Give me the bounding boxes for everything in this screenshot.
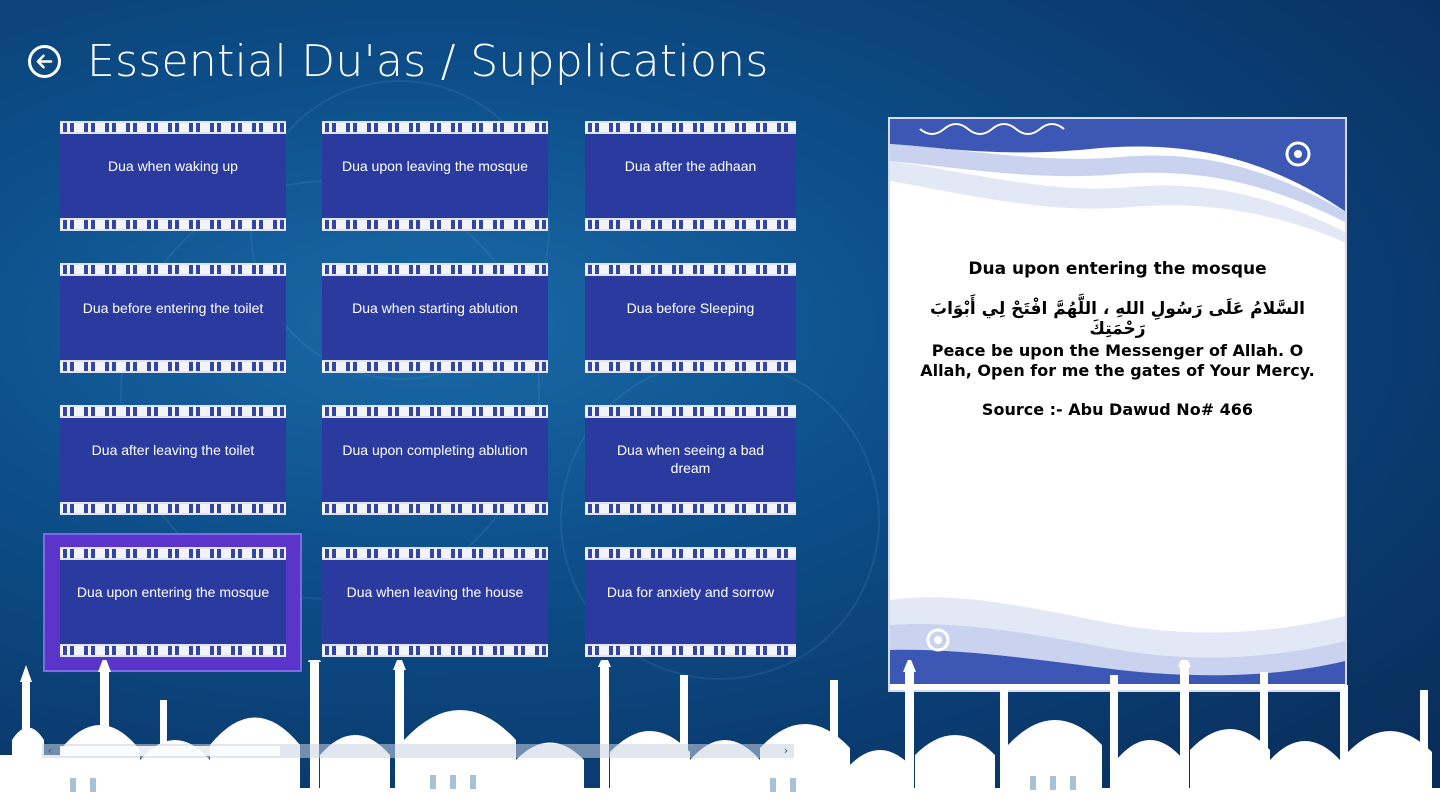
tile-dua-before-sleeping[interactable] (585, 263, 796, 373)
scroll-left-arrow-icon[interactable]: ‹ (47, 744, 53, 757)
tile-border-top (60, 121, 286, 134)
tile-border-top (322, 405, 548, 418)
tile-border-top (585, 121, 796, 134)
tile-label: Dua upon entering the mosque (76, 584, 270, 600)
tile-border-bottom (322, 360, 548, 373)
tile-dua-entering-mosque[interactable] (60, 547, 286, 657)
tile-border-top (585, 263, 796, 276)
page-title: Essential Du'as / Supplications (87, 36, 769, 87)
tile-dua-waking-up[interactable] (60, 121, 286, 231)
detail-panel (888, 117, 1347, 692)
tile-border-bottom (585, 360, 796, 373)
tile-label: Dua after the adhaan (624, 158, 757, 174)
tile-dua-bad-dream[interactable] (585, 405, 796, 515)
tile-label: Dua after leaving the toilet (91, 442, 255, 458)
tile-border-top (60, 547, 286, 560)
tile-border-top (60, 405, 286, 418)
tile-border-top (322, 121, 548, 134)
tile-dua-after-toilet[interactable] (60, 405, 286, 515)
detail-source: Source :- Abu Dawud No# 466 (981, 400, 1254, 419)
tile-border-bottom (322, 502, 548, 515)
tile-label: Dua when leaving the house (346, 584, 524, 600)
scrollbar-thumb[interactable] (60, 746, 280, 756)
tile-border-bottom (60, 360, 286, 373)
tile-dua-after-adhaan[interactable] (585, 121, 796, 231)
tile-dua-anxiety-sorrow[interactable] (585, 547, 796, 657)
back-button[interactable] (28, 45, 61, 78)
detail-title: Dua upon entering the mosque (968, 259, 1267, 279)
tile-border-bottom (322, 218, 548, 231)
detail-arabic-text: السَّلامُ عَلَى رَسُولِ اللهِ ، اللَّهُمَّ افْتَحْ لِي أَبْوَابَ رَحْمَتِكَ (929, 299, 1306, 339)
tile-label: Dua upon leaving the mosque (341, 158, 529, 174)
tile-dua-starting-ablution[interactable] (322, 263, 548, 373)
tile-border-bottom (585, 218, 796, 231)
tile-label: Dua for anxiety and sorrow (606, 584, 775, 600)
tile-dua-before-toilet[interactable] (60, 263, 286, 373)
tile-label: Dua upon completing ablution (342, 442, 528, 458)
tile-border-top (322, 547, 548, 560)
scroll-right-arrow-icon[interactable]: › (783, 744, 789, 757)
tile-label: Dua when seeing a bad dream (616, 442, 765, 476)
tile-border-top (585, 405, 796, 418)
tile-border-bottom (60, 502, 286, 515)
tile-dua-completing-ablution[interactable] (322, 405, 548, 515)
tile-dua-leaving-house[interactable] (322, 547, 548, 657)
tile-label: Dua when waking up (108, 158, 238, 174)
tile-border-bottom (585, 502, 796, 515)
tile-label: Dua before entering the toilet (82, 300, 264, 316)
tile-border-bottom (60, 644, 286, 657)
tile-border-top (585, 547, 796, 560)
horizontal-scrollbar[interactable] (42, 744, 794, 758)
tile-border-bottom (60, 218, 286, 231)
back-arrow-icon (35, 52, 54, 71)
tile-border-bottom (585, 644, 796, 657)
tile-label: Dua before Sleeping (626, 300, 755, 316)
tile-border-top (60, 263, 286, 276)
page-header (28, 36, 769, 87)
decorative-wave-top (890, 119, 1347, 249)
mosque-skyline-decoration (0, 660, 1440, 810)
detail-translation: Peace be upon the Messenger of Allah. O Allah, Open for me the gates of Your Mercy. (920, 341, 1315, 380)
tile-label: Dua when starting ablution (352, 300, 518, 316)
tile-border-top (322, 263, 548, 276)
tile-dua-leaving-mosque[interactable] (322, 121, 548, 231)
tile-border-bottom (322, 644, 548, 657)
